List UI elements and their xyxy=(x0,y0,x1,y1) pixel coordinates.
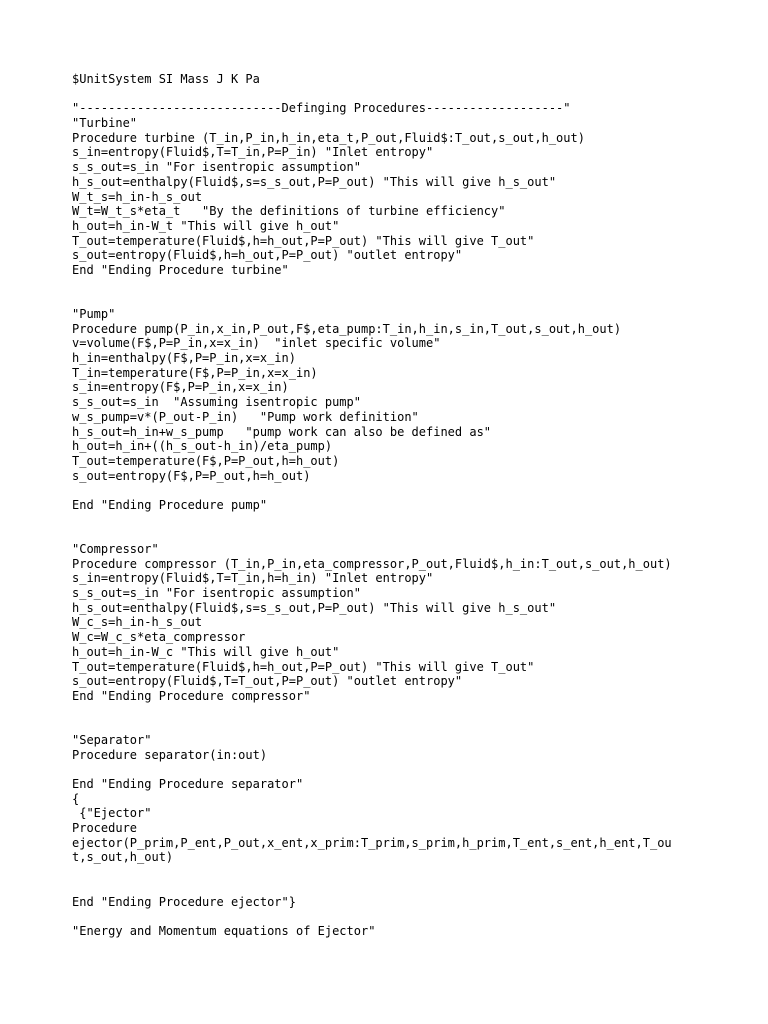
code-line xyxy=(72,865,768,880)
code-line: s_out=entropy(Fluid$,h=h_out,P=P_out) "outlet entropy" xyxy=(72,248,463,263)
code-line: W_t_s=h_in-h_s_out xyxy=(72,189,203,204)
code-line: W_t=W_t_s*eta_t "By the definitions of turbine efficiency" xyxy=(72,204,506,219)
code-line: w_s_pump=v*(P_out-P_in) "Pump work definition" xyxy=(72,409,419,424)
code-line xyxy=(72,762,768,777)
code-line: "----------------------------Definging Procedures-------------------" xyxy=(72,101,571,116)
code-line: s_out=entropy(F$,P=P_out,h=h_out) xyxy=(72,468,311,483)
code-listing xyxy=(72,72,768,939)
code-line xyxy=(72,87,768,102)
code-line: $UnitSystem SI Mass J K Pa xyxy=(72,72,260,86)
code-line: T_out=temperature(Fluid$,h=h_out,P=P_out) "This will give T_out" xyxy=(72,659,535,674)
code-line: t,s_out,h_out) xyxy=(72,850,174,865)
code-line: s_out=entropy(Fluid$,T=T_out,P=P_out) "outlet entropy" xyxy=(72,674,463,689)
code-line: End "Ending Procedure ejector"} xyxy=(72,894,296,909)
code-line: s_s_out=s_in "Assuming isentropic pump" xyxy=(72,395,361,410)
code-line: h_s_out=h_in+w_s_pump "pump work can also be defined as" xyxy=(72,424,492,439)
code-line: Procedure pump(P_in,x_in,P_out,F$,eta_pump:T_in,h_in,s_in,T_out,s_out,h_out) xyxy=(72,321,622,336)
code-line: "Separator" xyxy=(72,732,152,747)
code-line xyxy=(72,483,768,498)
code-line: T_in=temperature(F$,P=P_in,x=x_in) xyxy=(72,365,318,380)
code-line: Procedure turbine (T_in,P_in,h_in,eta_t,P_out,Fluid$:T_out,s_out,h_out) xyxy=(72,130,585,145)
code-line: End "Ending Procedure compressor" xyxy=(72,688,311,703)
code-line: s_in=entropy(Fluid$,T=T_in,P=P_in) "Inlet entropy" xyxy=(72,145,434,160)
code-line xyxy=(72,880,768,895)
code-line: ejector(P_prim,P_ent,P_out,x_ent,x_prim:T_prim,s_prim,h_prim,T_ent,s_ent,h_ent,T_ou xyxy=(72,835,672,850)
code-line: s_s_out=s_in "For isentropic assumption" xyxy=(72,160,361,175)
code-line: "Energy and Momentum equations of Ejector" xyxy=(72,923,376,938)
code-line: "Turbine" xyxy=(72,116,138,131)
code-line: End "Ending Procedure turbine" xyxy=(72,262,289,277)
code-line: Procedure xyxy=(72,821,138,836)
code-line: End "Ending Procedure pump" xyxy=(72,497,268,512)
code-line: W_c_s=h_in-h_s_out xyxy=(72,615,203,630)
code-line: { xyxy=(72,791,80,806)
code-line: h_out=h_in-W_c "This will give h_out" xyxy=(72,644,340,659)
code-line: h_s_out=enthalpy(Fluid$,s=s_s_out,P=P_out) "This will give h_s_out" xyxy=(72,174,557,189)
code-line: Procedure compressor (T_in,P_in,eta_compressor,P_out,Fluid$,h_in:T_out,s_out,h_out) xyxy=(72,556,672,571)
code-line: s_in=entropy(F$,P=P_in,x=x_in) xyxy=(72,380,289,395)
code-line: T_out=temperature(F$,P=P_out,h=h_out) xyxy=(72,453,340,468)
code-line: T_out=temperature(Fluid$,h=h_out,P=P_out) "This will give T_out" xyxy=(72,233,535,248)
code-line: s_in=entropy(Fluid$,T=T_in,h=h_in) "Inlet entropy" xyxy=(72,571,434,586)
code-line xyxy=(72,292,768,307)
code-line: Procedure separator(in:out) xyxy=(72,747,268,762)
code-line: h_out=h_in+((h_s_out-h_in)/eta_pump) xyxy=(72,439,333,454)
code-line: h_s_out=enthalpy(Fluid$,s=s_s_out,P=P_out) "This will give h_s_out" xyxy=(72,600,557,615)
code-line: h_in=enthalpy(F$,P=P_in,x=x_in) xyxy=(72,351,296,366)
code-line xyxy=(72,909,768,924)
code-line xyxy=(72,718,768,733)
code-line xyxy=(72,704,768,719)
code-line: "Compressor" xyxy=(72,542,159,556)
code-line: "Pump" xyxy=(72,307,116,321)
code-line: h_out=h_in-W_t "This will give h_out" xyxy=(72,218,340,233)
code-line: {"Ejector" xyxy=(72,806,152,821)
code-line: End "Ending Procedure separator" xyxy=(72,777,304,791)
code-line xyxy=(72,513,768,528)
code-line: v=volume(F$,P=P_in,x=x_in) "inlet specific volume" xyxy=(72,336,441,351)
code-line: s_s_out=s_in "For isentropic assumption" xyxy=(72,586,361,601)
code-line: W_c=W_c_s*eta_compressor xyxy=(72,630,246,645)
code-line xyxy=(72,278,768,293)
code-line xyxy=(72,527,768,542)
